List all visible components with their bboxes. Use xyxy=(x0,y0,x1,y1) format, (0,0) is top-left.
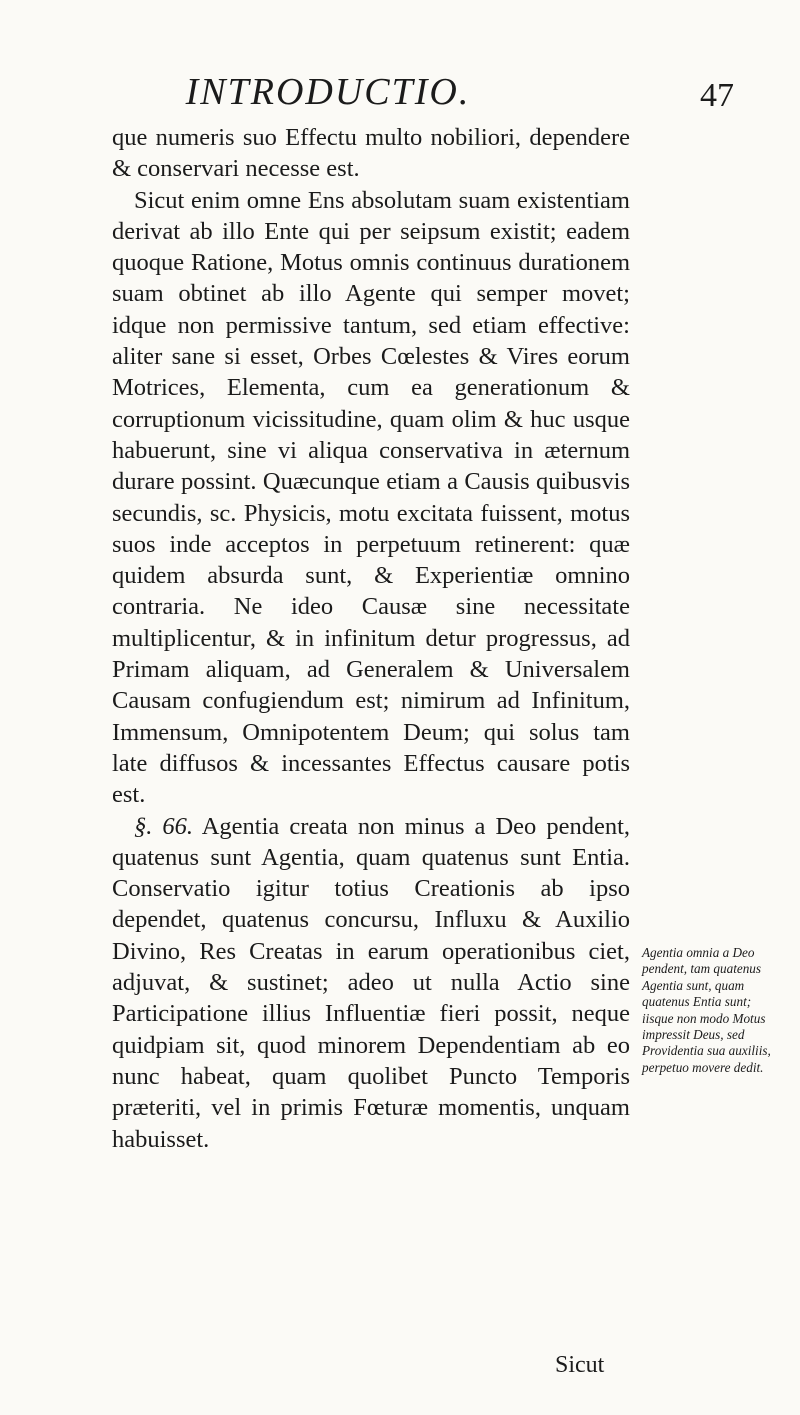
paragraph-3-text: Agentia creata non minus a Deo pendent, quatenus sunt Agentia, quam quatenus sunt Entia. Conservatio igitur totius Creationis ab ipso dependet, quatenus concursu, Influxu & Auxilio Divino, Res Creatas in earum operationibus ciet, adjuvat, & sustinet; adeo ut nulla Actio sine Participatione illius Influentiæ fieri possit, neque quidpiam sit, quod minorem Dependentiam ab eo nunc habeat, quam quolibet Puncto Temporis præteriti, vel in primis Fœturæ momentis, unquam habuisset. xyxy=(112,812,630,1153)
main-text xyxy=(112,122,630,1155)
section-number: §. 66. xyxy=(134,812,194,840)
catchword: Sicut xyxy=(555,1352,605,1378)
paragraph-3 xyxy=(112,811,630,1155)
paragraph-2: Sicut enim omne Ens absolutam suam existentiam derivat ab illo Ente qui per seipsum existit; eadem quoque Ratione, Motus omnis continuus durationem suam obtinet ab illo Agente qui semper movet; idque non permissive tantum, sed etiam effective: aliter sane si esset, Orbes Cœlestes & Vires eorum Motrices, Elementa, cum ea generationum & corruptionum vicissitudine, quam olim & huc usque habuerunt, sine vi aliqua conservativa in æternum durare possint. Quæcunque etiam a Causis quibusvis secundis, sc. Physicis, motu excitata fuissent, motus suos inde acceptos in perpetuum retinerent: quæ quidem absurda sunt, & Experientiæ omnino contraria. Ne ideo Causæ sine necessitate multiplicentur, & in infinitum detur progressus, ad Primam aliquam, ad Generalem & Universalem Causam confugiendum est; nimirum ad Infinitum, Immensum, Omnipotentem Deum; qui solus tam late diffusos & incessantes Effectus causare potis est. xyxy=(112,186,630,809)
paragraph-1: que numeris suo Effectu multo nobiliori, dependere & conservari necesse est. xyxy=(112,124,630,183)
running-title: INTRODUCTIO. xyxy=(185,71,471,113)
marginal-note: Agentia omnia a Deo pendent, tam quatenus Agentia sunt, quam quatenus Entia sunt; iisque non modo Motus impressit Deus, sed Providentia sua auxiliis, perpetuo movere dedit. xyxy=(642,945,771,1075)
page-number: 47 xyxy=(700,77,734,114)
